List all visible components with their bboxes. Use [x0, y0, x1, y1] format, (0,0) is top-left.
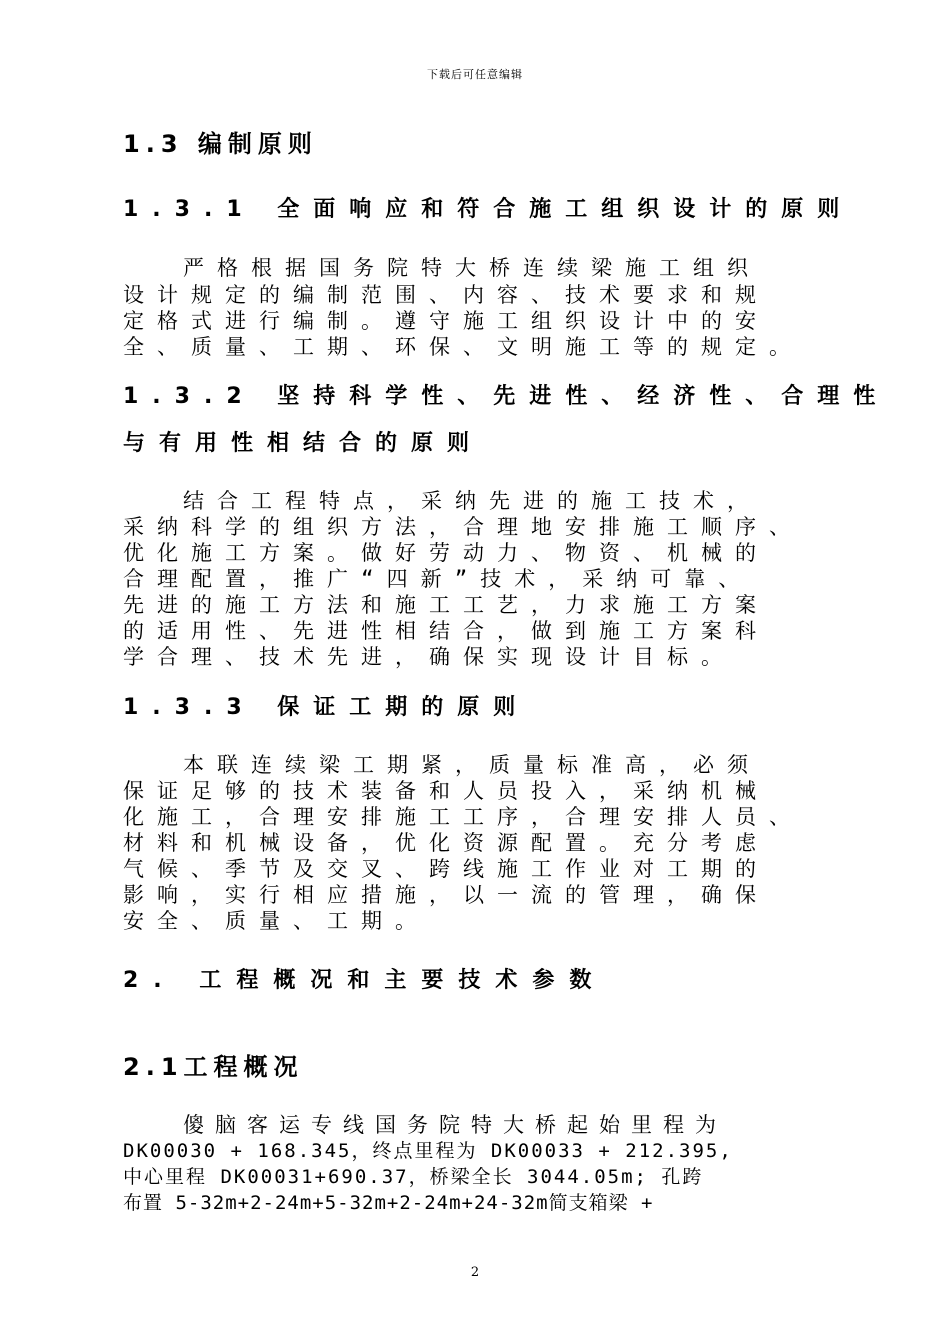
page-number: 2	[470, 1265, 480, 1280]
paragraph-line: 安全、质量、工期。	[123, 909, 429, 933]
paragraph-line: 中心里程 DK00031+690.37，桥梁全长 3044.05m; 孔跨	[123, 1166, 704, 1188]
heading-2-1: 2.1工程概况	[123, 1053, 304, 1081]
paragraph-line: 优化施工方案。做好劳动力、物资、机械的	[123, 541, 769, 565]
paragraph-line: 定格式进行编制。遵守施工组织设计中的安	[123, 309, 769, 333]
heading-1-3-3: 1.3.3 保证工期的原则	[123, 695, 530, 720]
heading-1-3-1: 1.3.1 全面响应和符合施工组织设计的原则	[123, 197, 854, 222]
heading-1-3-2-line1: 1.3.2 坚持科学性、先进性、经济性、合理性	[123, 384, 890, 409]
heading-1-3: 1.3 编制原则	[123, 130, 318, 158]
paragraph-line: 材料和机械设备，优化资源配置。充分考虑	[123, 831, 769, 855]
paragraph-line: 布置 5-32m+2-24m+5-32m+2-24m+24-32m简支箱梁 +	[123, 1192, 654, 1214]
paragraph-line: 学合理、技术先进，确保实现设计目标。	[123, 645, 735, 669]
paragraph-line: 先进的施工方法和施工工艺，力求施工方案	[123, 593, 769, 617]
paragraph-line: 保证足够的技术装备和人员投入，采纳机械	[123, 779, 769, 803]
paragraph-line: 气候、季节及交叉、跨线施工作业对工期的	[123, 857, 769, 881]
header-note: 下载后可任意编辑	[427, 68, 523, 81]
heading-2: 2. 工程概况和主要技术参数	[123, 968, 607, 993]
paragraph-line: DK00030 + 168.345，终点里程为 DK00033 + 212.395,	[123, 1140, 733, 1162]
paragraph-line: 本联连续梁工期紧，质量标准高，必须	[183, 753, 761, 777]
paragraph-line: 傻脑客运专线国务院特大桥起始里程为	[183, 1113, 727, 1137]
paragraph-line: 的适用性、先进性相结合，做到施工方案科	[123, 619, 769, 643]
heading-1-3-2-line2: 与有用性相结合的原则	[123, 431, 484, 456]
paragraph-line: 影响，实行相应措施，以一流的管理，确保	[123, 883, 769, 907]
paragraph-line: 采纳科学的组织方法，合理地安排施工顺序、	[123, 515, 803, 539]
paragraph-line: 严格根据国务院特大桥连续梁施工组织	[183, 256, 761, 280]
paragraph-line: 设计规定的编制范围、内容、技术要求和规	[123, 283, 769, 307]
paragraph-line: 化施工，合理安排施工工序，合理安排人员、	[123, 805, 803, 829]
paragraph-line: 合理配置，推广“四新”技术，采纳可靠、	[123, 567, 753, 591]
paragraph-line: 结合工程特点，采纳先进的施工技术，	[183, 489, 761, 513]
paragraph-line: 全、质量、工期、环保、文明施工等的规定。	[123, 335, 803, 359]
